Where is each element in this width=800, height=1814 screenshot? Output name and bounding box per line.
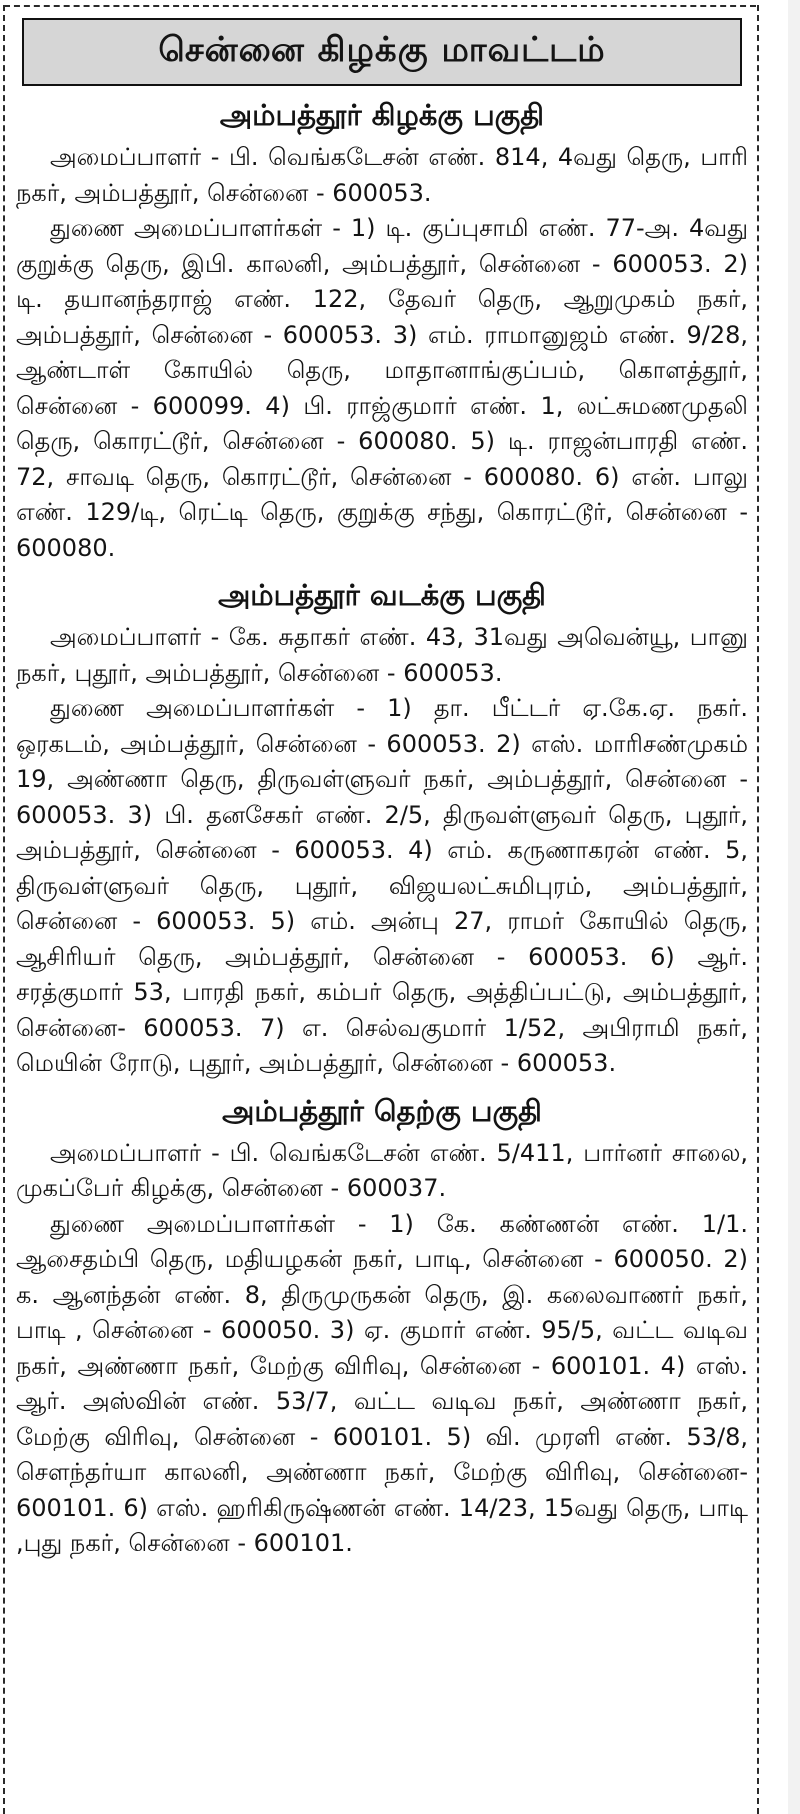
dashed-frame-right xyxy=(757,5,759,1814)
section-heading: அம்பத்தூர் தெற்கு பகுதி xyxy=(222,1093,542,1128)
dashed-frame-left xyxy=(3,5,5,1814)
section-ambattur-east xyxy=(12,96,752,566)
newspaper-column xyxy=(12,0,752,1562)
organizer-paragraph: அமைப்பாளர் - பி. வெங்கடேசன் எண். 5/411, பார்னர் சாலை, முகப்பேர் கிழக்கு, சென்னை - 600037. xyxy=(16,1138,748,1202)
deputy-organizers-paragraph: துணை அமைப்பாளர்கள் - 1) கே. கண்ணன் எண். 1/1. ஆசைதம்பி தெரு, மதியழகன் நகர், பாடி, சென்னை - 600050. 2) க. ஆனந்தன் எண். 8, திருமுருகன் தெரு, இ. கலைவாணர் நகர், பாடி , சென்னை - 600050. 3) ஏ. குமார் எண். 95/5, வட்ட வடிவ நகர், அண்ணா நகர், மேற்கு விரிவு, சென்னை - 600101. 4) எஸ். ஆர். அஸ்வின் எண். 53/7, வட்ட வடிவ நகர், அண்ணா நகர், மேற்கு விரிவு, சென்னை - 600101. 5) வி. முரளி எண். 53/8, சௌந்தர்யா காலனி, அண்ணா நகர், மேற்கு விரிவு, சென்னை- 600101. 6) எஸ். ஹரிகிருஷ்ணன் எண். 14/23, 15வது தெரு, பாடி ,புது நகர், சென்னை - 600101. xyxy=(16,1209,748,1557)
district-title-banner xyxy=(22,18,742,86)
organizer-paragraph: அமைப்பாளர் - பி. வெங்கடேசன் எண். 814, 4வது தெரு, பாரி நகர், அம்பத்தூர், சென்னை - 600053. xyxy=(16,143,748,207)
section-heading: அம்பத்தூர் கிழக்கு பகுதி xyxy=(219,98,545,132)
district-title: சென்னை கிழக்கு மாவட்டம் xyxy=(158,30,606,70)
page-edge-strip xyxy=(788,0,800,1814)
deputy-organizers-paragraph: துணை அமைப்பாளர்கள் - 1) டி. குப்புசாமி எண். 77-அ. 4வது குறுக்கு தெரு, இபி. காலனி, அம்பத்தூர், சென்னை - 600053. 2) டி. தயானந்தராஜ் எண். 122, தேவர் தெரு, ஆறுமுகம் நகர், அம்பத்தூர், சென்னை - 600053. 3) எம். ராமானுஜம் எண். 9/28, ஆண்டாள் கோயில் தெரு, மாதானாங்குப்பம், கொளத்தூர், சென்னை - 600099. 4) பி. ராஜ்குமார் எண். 1, லட்சுமணமுதலி தெரு, கொரட்டூர், சென்னை - 600080. 5) டி. ராஜன்பாரதி எண். 72, சாவடி தெரு, கொரட்டூர், சென்னை - 600080. 6) என். பாலு எண். 129/டி, ரெட்டி தெரு, குறுக்கு சந்து, கொரட்டூர், சென்னை - 600080. xyxy=(16,214,748,562)
deputy-organizers-paragraph: துணை அமைப்பாளர்கள் - 1) தா. பீட்டர் ஏ.கே.ஏ. நகர். ஒரகடம், அம்பத்தூர், சென்னை - 600053. 2) எஸ். மாரிசண்முகம் 19, அண்ணா தெரு, திருவள்ளுவர் நகர், அம்பத்தூர், சென்னை - 600053. 3) பி. தனசேகர் எண். 2/5, திருவள்ளுவர் தெரு, புதூர், அம்பத்தூர், சென்னை - 600053. 4) எம். கருணாகரன் எண். 5, திருவள்ளுவர் தெரு, புதூர், விஜயலட்சுமிபுரம், அம்பத்தூர், சென்னை - 600053. 5) எம். அன்பு 27, ராமர் கோயில் தெரு, ஆசிரியர் தெரு, அம்பத்தூர், சென்னை - 600053. 6) ஆர். சரத்குமார் 53, பாரதி நகர், கம்பர் தெரு, அத்திப்பட்டு, அம்பத்தூர், சென்னை- 600053. 7) எ. செல்வகுமார் 1/52, அபிராமி நகர், மெயின் ரோடு, புதூர், அம்பத்தூர், சென்னை - 600053. xyxy=(16,694,748,1077)
organizer-paragraph: அமைப்பாளர் - கே. சுதாகர் எண். 43, 31வது அவென்யூ, பானு நகர், புதூர், அம்பத்தூர், சென்னை - 600053. xyxy=(16,623,748,687)
section-heading: அம்பத்தூர் வடக்கு பகுதி xyxy=(218,578,546,612)
section-ambattur-south xyxy=(12,1092,752,1562)
section-ambattur-north xyxy=(12,576,752,1082)
